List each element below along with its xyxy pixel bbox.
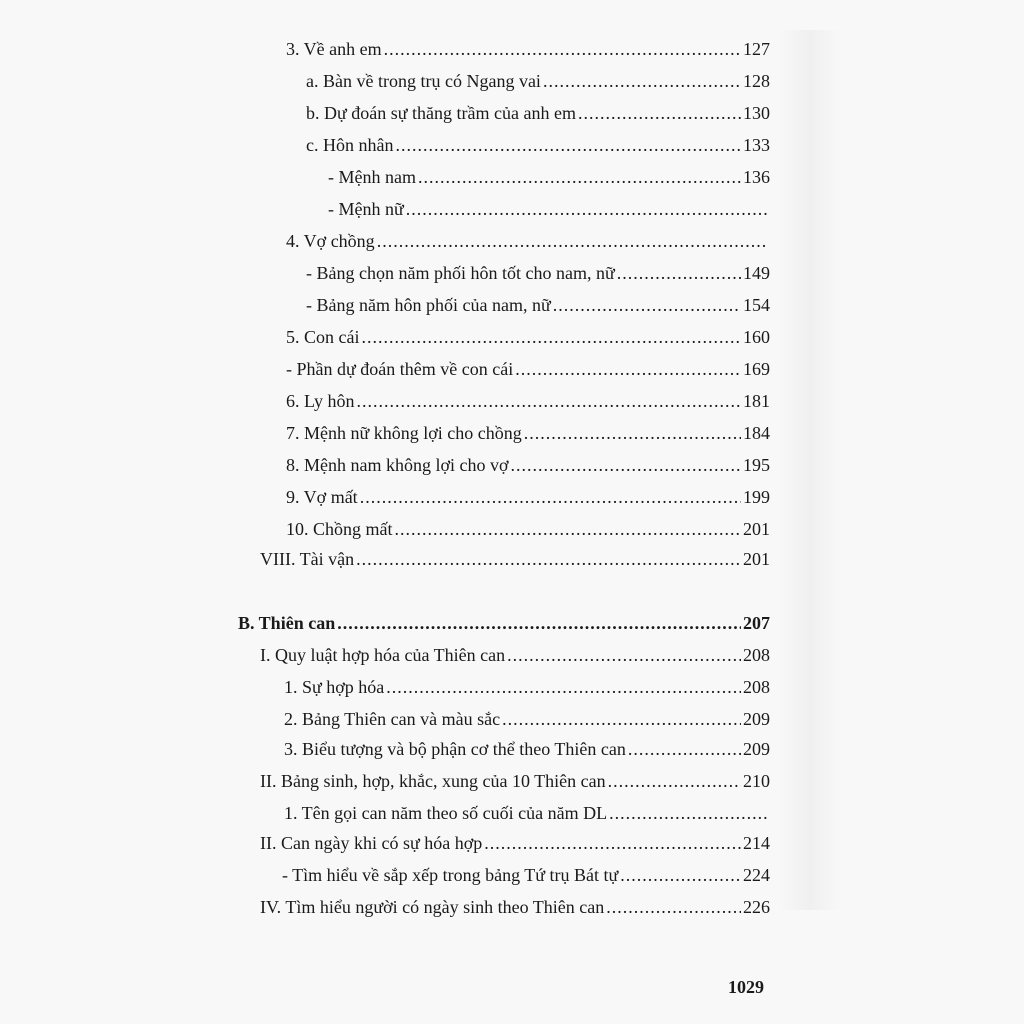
toc-entry-page: 209 [743,709,770,729]
toc-entry-page: 210 [743,771,770,791]
toc-entry-title: 8. Mệnh nam không lợi cho vợ [286,455,509,475]
toc-entry-title: II. Bảng sinh, hợp, khắc, xung của 10 Thiên can [260,771,606,791]
toc-entry-title: II. Can ngày khi có sự hóa hợp [260,833,483,853]
toc-entry-title: - Phần dự đoán thêm về con cái [286,359,514,379]
toc-entry [286,482,770,512]
toc-entry-page: 208 [743,645,770,665]
toc-leader-dots [395,514,742,544]
toc-leader-dots [337,608,741,638]
toc-entry-page: 208 [743,677,770,697]
toc-entry-title: 3. Biểu tượng và bộ phận cơ thể theo Thiên can [284,739,626,759]
toc-leader-dots [507,640,741,670]
toc-entry-page: 224 [743,865,770,885]
toc-entry-page: 199 [743,487,770,507]
toc-leader-dots [608,766,741,796]
toc-entry-title: 2. Bảng Thiên can và màu sắc [284,709,501,729]
toc-entry-title: B. Thiên can [238,613,336,633]
toc-entry [260,544,770,574]
toc-entry-page: 128 [743,71,770,91]
toc-entry-title: I. Quy luật hợp hóa của Thiên can [260,645,506,665]
toc-entry-page: 195 [743,455,770,475]
toc-entry-title: - Tìm hiểu về sắp xếp trong bảng Tứ trụ Bát tự [282,865,619,885]
toc-entry [306,130,770,160]
toc-entry [286,450,770,480]
toc-leader-dots [357,386,741,416]
toc-entry [284,704,770,734]
toc-leader-dots [628,734,741,764]
toc-entry [306,66,770,96]
toc-entry-page: 149 [743,263,770,283]
toc-entry [282,860,770,890]
toc-leader-dots [360,482,741,512]
toc-entry-title: 10. Chồng mất [286,519,393,539]
toc-entry [328,194,770,224]
toc-entry-title: 4. Vợ chồng [286,231,375,251]
toc-entry-title: 9. Vợ mất [286,487,358,507]
toc-entry [284,672,770,702]
toc-entry-page: 136 [743,167,770,187]
toc-leader-dots [553,290,741,320]
toc-leader-dots [578,98,741,128]
toc-leader-dots [502,704,741,734]
toc-entry [328,162,770,192]
toc-entry-page: 127 [743,39,770,59]
toc-entry-page: 209 [743,739,770,759]
toc-leader-dots [606,892,741,922]
toc-entry [284,734,770,764]
toc-entry-title: b. Dự đoán sự thăng trầm của anh em [306,103,576,123]
toc-leader-dots [524,418,741,448]
toc-entry-page: 184 [743,423,770,443]
toc-section-heading [238,608,770,638]
toc-entry [260,766,770,796]
toc-leader-dots [395,130,741,160]
toc-leader-dots [543,66,741,96]
toc-entry [260,892,770,922]
toc-entry-title: 3. Về anh em [286,39,382,59]
toc-entry [306,290,770,320]
toc-entry [286,386,770,416]
toc-entry-title: IV. Tìm hiểu người có ngày sinh theo Thiên can [260,897,605,917]
toc-entry [306,258,770,288]
toc-leader-dots [620,860,741,890]
toc-entry-title: VIII. Tài vận [260,549,355,569]
toc-entry [286,514,770,544]
toc-entry-title: - Mệnh nữ [328,199,404,219]
toc-entry-page: 160 [743,327,770,347]
toc-entry [286,34,770,64]
toc-entry-page: 181 [743,391,770,411]
toc-leader-dots [484,828,741,858]
toc-entry-page: 201 [743,519,770,539]
toc-leader-dots [406,194,768,224]
toc-entry [286,322,770,352]
toc-leader-dots [511,450,741,480]
toc-entry-title: - Bảng chọn năm phối hôn tốt cho nam, nữ [306,263,615,283]
toc-entry [260,828,770,858]
toc-entry-title: c. Hôn nhân [306,135,394,155]
toc-entry [286,418,770,448]
toc-entry-title: 1. Tên gọi can năm theo số cuối của năm DL [284,803,608,823]
toc-entry-title: 5. Con cái [286,327,360,347]
toc-entry [286,226,770,256]
toc-entry [286,354,770,384]
toc-leader-dots [515,354,741,384]
toc-entry-title: a. Bàn về trong trụ có Ngang vai [306,71,541,91]
toc-entry-page: 154 [743,295,770,315]
toc-entry-page: 133 [743,135,770,155]
toc-entry [306,98,770,128]
toc-entry-page: 201 [743,549,770,569]
toc-entry-title: 7. Mệnh nữ không lợi cho chồng [286,423,522,443]
toc-leader-dots [386,672,741,702]
toc-entry-title: - Mệnh nam [328,167,416,187]
toc-entry-title: 1. Sự hợp hóa [284,677,385,697]
toc-leader-dots [356,544,741,574]
toc-entry-page: 207 [743,613,770,633]
toc-entry-title: 6. Ly hôn [286,391,355,411]
toc-leader-dots [377,226,768,256]
toc-entry [260,640,770,670]
toc-entry-page: 169 [743,359,770,379]
page-number: 1029 [728,977,764,997]
toc-entry [284,798,770,828]
toc-leader-dots [617,258,741,288]
toc-entry-page: 226 [743,897,770,917]
toc-leader-dots [418,162,741,192]
toc-leader-dots [609,798,768,828]
toc-entry-title: - Bảng năm hôn phối của nam, nữ [306,295,551,315]
toc-leader-dots [362,322,742,352]
toc-entry-page: 130 [743,103,770,123]
toc-leader-dots [384,34,741,64]
toc-entry-page: 214 [743,833,770,853]
show-through-shadow [780,30,840,910]
